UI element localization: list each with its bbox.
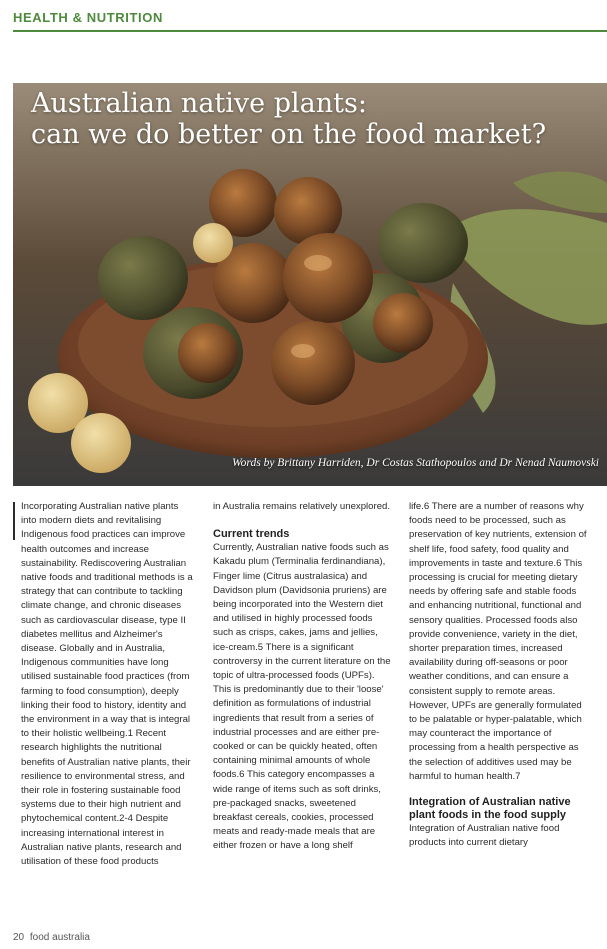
section-header: HEALTH & NUTRITION: [13, 10, 163, 25]
page-number: 20: [13, 932, 25, 943]
article-title: Australian native plants: can we do better on the food market?: [31, 88, 547, 150]
column-3: [409, 500, 589, 850]
processing-paragraph: life.6 There are a number of reasons why foods need to be processed, such as preservation of key nutrients, extension of shelf life, food safety, food quality and improvements in taste and texture.6 This processing is crucial for meeting dietary needs by offering safe and stable foods and enhancing nutritional, functional and sensory qualities. Processed foods also provide convenience, variety in the diet, shorter preparation times, increased availability during off-seasons or poor weather conditions, and can ensure a consistent supply to remote areas. However, UPFs are generally formulated to be palatable or hyper-palatable, which may counteract the importance of processing from a health perspective as the selection of additives used may be harmful to human health.7: [409, 501, 587, 782]
heading-current-trends: Current trends: [213, 528, 290, 541]
column-1: [13, 500, 193, 869]
header-rule: [13, 30, 607, 32]
paragraph-continued: in Australia remains relatively unexplored.: [213, 501, 391, 512]
column-2: [213, 500, 393, 854]
integration-paragraph: Integration of Australian native food products into current dietary: [409, 823, 560, 849]
intro-paragraph: Incorporating Australian native plants into modern diets and revitalising Indigenous food practices can improve health outcomes and increase sustainability. Rediscovering Australian native foods and traditional methods is a strategy that can contribute to tackling climate change, and chronic diseases such as cardiovascular disease, type II diabetes mellitus and Alzheimer's disease. Globally and in Australia, Indigenous communities have long utilised sustainable food practices (from farming to food consumption), deeply linking their food to history, identity and the environment in a way that is integral to their holistic wellbeing.1 Recent research highlights the nutritional benefits of Australian native plants, their resilience to environmental stress, and their role in fostering sustainable food systems due to their high nutrient and phytochemical content.2-4 Despite increasing international interest in Australian native plants, research and utilisation of these food products: [21, 501, 193, 868]
publication-name: food australia: [29, 932, 90, 943]
hero-image: [13, 83, 607, 486]
current-trends-paragraph: Currently, Australian native foods such as Kakadu plum (Terminalia ferdinandiana), Finger lime (Citrus australasica) and Davidson plum (Davidsonia pruriens) are being incorporated into the Western diet and utilised in highly processed foods such as crisps, cakes, jams and jellies, ice-cream.5 There is a significant controversy in the current literature on the topic of ultra-processed foods (UPFs). This is predominantly due to their 'loose' definition as formulations of industrial ingredients that result from a series of industrial processes and are either pre-cooked or can be quickly heated, often containing minimal amounts of whole foods.6 This category encompasses a wide range of items such as soft drinks, pre-packaged snacks, sweetened breakfast cereals, cookies, processed meats and ready-made meals that are either frozen or have a long shelf: [213, 542, 391, 852]
heading-integration: Integration of Australian native plant foods in the food supply: [409, 796, 571, 822]
page-footer: [13, 932, 90, 943]
article-byline: Words by Brittany Harriden, Dr Costas Stathopoulos and Dr Nenad Naumovski: [232, 457, 599, 469]
